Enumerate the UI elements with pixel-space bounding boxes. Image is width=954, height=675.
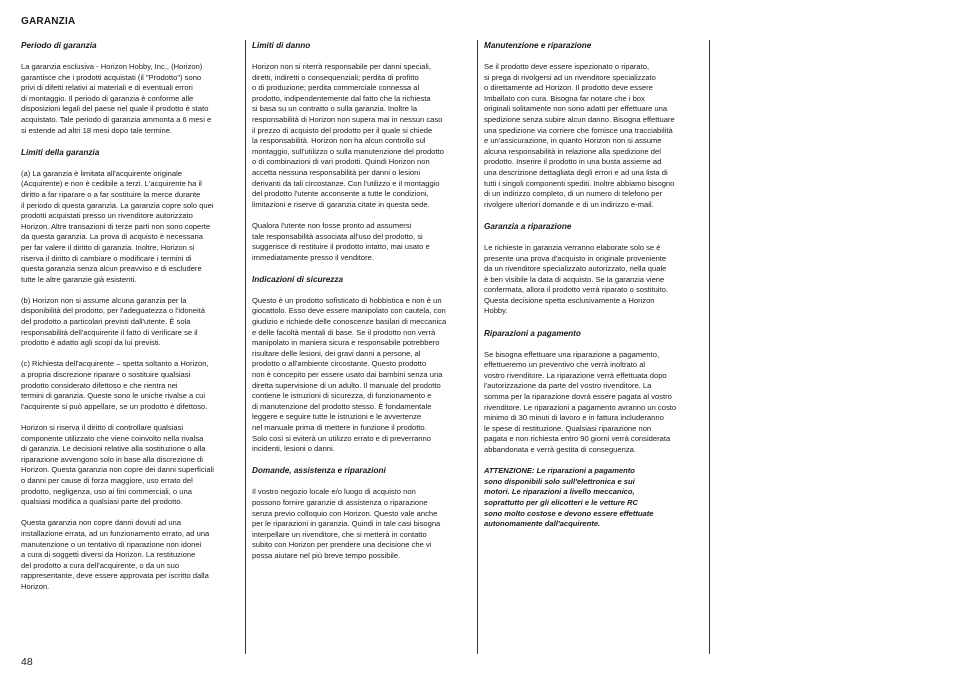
column-right bbox=[484, 40, 706, 530]
section-heading-paid-repairs: Riparazioni a pagamento bbox=[484, 328, 581, 338]
column-divider bbox=[477, 40, 478, 654]
column-divider bbox=[245, 40, 246, 654]
paragraph: Se bisogna effettuare una riparazione a pagamento, effettueremo un preventivo che verrà inoltrato al vostro rivenditore. La riparazione verrà effettuata dopo l'autorizzazione da parte del vostro rivenditore. La somma per la riparazione dovrà essere pagata al vostro rivenditore. Le riparazioni a pagamento avranno un costo minimo di 30 minuti di lavoro e in fattura includeranno le spese di restituzione. Qualsiasi riparazione non pagata e non richiesta entro 90 giorni verrà considerata abbandonata e verrà gestita di conseguenza. bbox=[484, 349, 677, 454]
paragraph: Horizon non si riterrà responsabile per danni speciali, diretti, indiretti o consequenziali; perdita di profitto o di produzione; perdita commerciale connessa al prodotto, indipendentemente dal fatto che la richiesta si basa su un contratto o sulla garanzia. Inoltre la responsabilità di Horizon non supera mai in nessun caso il prezzo di acquisto del prodotto per il quale si chiede la responsabilità. Horizon non ha alcun controllo sul montaggio, sull'utilizzo o sulla manutenzione del prodotto o di combinazioni di vari prodotti. Quindi Horizon non accetta nessuna responsabilità per danni o lesioni derivanti da tali circostanze. Con l'utilizzo e il montaggio del prodotto l'utente acconsente a tutte le condizioni, limitazioni e riserve di garanzia citate in questa sede. bbox=[252, 62, 444, 209]
paragraph: Se il prodotto deve essere ispezionato o riparato, si prega di rivolgersi ad un rivenditore specializzato o direttamente ad Horizon. Il prodotto deve essere Imballato con cura. Bisogna far notare che i box originali solitamente non sono adatti per effettuare una spedizione senza subire alcun danno. Bisogna effettuare una spedizione via corriere che fornisce una tracciabilità e un'assicurazione, in quanto Horizon non si assume alcuna responsabilità in relazione alla spedizione del prodotto. Inserire il prodotto in una busta assieme ad una descrizione dettagliata degli errori e ad una lista di tutti i singoli componenti spediti. Inoltre abbiamo bisogno di un indirizzo completo, di un numero di telefono per rivolgere ulteriori domande e di un indirizzo e-mail. bbox=[484, 62, 675, 209]
paragraph: Le richieste in garanzia verranno elaborate solo se è presente una prova d'acquisto in originale proveniente da un rivenditore specializzato autorizzato, nella quale è ben visibile la data di acquisto. Se la garanzia viene confermata, allora il prodotto verrà riparato o sostituito. Questa decisione spetta esclusivamente a Horizon Hobby. bbox=[484, 242, 669, 316]
paragraph: (b) Horizon non si assume alcuna garanzia per la disponibilità del prodotto, per l'adeguatezza o l'idoneità del prodotto a particolari previsti dall'utente. È sola responsabilità dell'acquirente il fatto di verificare se il prodotto è adatto agli scopi da lui previsti. bbox=[21, 295, 206, 348]
paragraph: Questo è un prodotto sofisticato di hobbistica e non è un giocattolo. Esso deve essere manipolato con cautela, con giudizio e richiede delle conoscenze basilari di meccanica e delle facoltà mentali di base. Se il prodotto non verrà manipolato in maniera sicura e responsabile potrebbero risultare delle lesioni, dei gravi danni a persone, al prodotto o all'ambiente circostante. Questo prodotto non è concepito per essere usato dai bambini senza una diretta supervisione di un adulto. Il manuale del prodotto contiene le istruzioni di sicurezza, di funzionamento e di manutenzione del prodotto stesso. È fondamentale leggere e seguire tutte le istruzioni e le avvertenze nel manuale prima di mettere in funzione il prodotto. Solo così si eviterà un utilizzo errato e di preverranno incidenti, lesioni o danni. bbox=[252, 295, 447, 454]
warning-note: ATTENZIONE: Le riparazioni a pagamento sono disponibili solo sull'elettronica e sui motori. Le riparazioni a livello meccanico, soprattutto per gli elicotteri e le vetture RC sono molto costose e devono essere effettuate autonomamente dall'acquirente. bbox=[484, 466, 654, 529]
section-heading-damage-limits: Limiti di danno bbox=[252, 41, 311, 50]
paragraph: Qualora l'utente non fosse pronto ad assumersi tale responsabilità associata all'uso del prodotto, si suggerisce di restituire il prodotto intatto, mai usato e immediatamente presso il venditore. bbox=[252, 220, 430, 262]
section-heading-questions-service: Domande, assistenza e riparazioni bbox=[252, 466, 386, 476]
section-heading-warranty-repair: Garanzia a riparazione bbox=[484, 221, 572, 231]
page-number: 48 bbox=[21, 656, 33, 668]
paragraph: Il vostro negozio locale e/o luogo di acquisto non possono fornire garanzie di assistenza o riparazione senza previo colloquio con Horizon. Questo vale anche per le riparazioni in garanzia. Quindi in tale casi bisogna interpellare un rivenditore, che si metterà in contatto subito con Horizon per prendere una decisione che vi possa aiutare nel più breve tempo possibile. bbox=[252, 487, 441, 560]
column-middle bbox=[252, 40, 472, 572]
section-heading-safety: Indicazioni di sicurezza bbox=[252, 274, 343, 284]
paragraph: (a) La garanzia è limitata all'acquirente originale (Acquirente) e non è cedibile a terzi. L'acquirente ha il diritto a far riparare o a far sostituire la merce durante il periodo di questa garanzia. La garanzia copre solo quei prodotti acquistati presso un rivenditore autorizzato Horizon. Altre transazioni di terze parti non sono coperte da questa garanzia. La prova di acquisto è necessaria per far valere il diritto di garanzia. Inoltre, Horizon si riserva il diritto di cambiare o modificare i termini di questa garanzia senza alcun preavviso e di escludere tutte le altre garanzie già esistenti. bbox=[21, 168, 214, 284]
column-left bbox=[21, 40, 239, 603]
section-heading-warranty-limits: Limiti della garanzia bbox=[21, 147, 100, 157]
paragraph: Questa garanzia non copre danni dovuti ad una installazione errata, ad un funzionamento errato, ad una manutenzione o un tentativo di riparazione non idonei a cura di soggetti diversi da Horizon. La restituzione del prodotto a cura dell'acquirente, o da un suo rappresentante, deve essere approvata per iscritto dalla Horizon. bbox=[21, 518, 210, 591]
section-heading-warranty-period: Periodo di garanzia bbox=[21, 41, 97, 50]
section-heading-maintenance: Manutenzione e riparazione bbox=[484, 41, 592, 50]
paragraph: (c) Richiesta dell'acquirente – spetta soltanto a Horizon, a propria discrezione riparare o sostituire qualsiasi prodotto considerato difettoso e che rientra nei termini di garanzia. Queste sono le uniche rivalse a cui l'acquirente si può appellare, se un prodotto è difettoso. bbox=[21, 359, 209, 411]
paragraph: Horizon si riserva il diritto di controllare qualsiasi componente utilizzato che viene coinvolto nella rivalsa di garanzia. Le decisioni relative alla sostituzione o alla riparazione avvengono solo in base alla discrezione di Horizon. Questa garanzia non copre dei danni superficiali o danni per cause di forza maggiore, uso errato del prodotto, negligenza, uso ai fini commerciali, o una qualsiasi modifica a qualsiasi parte del prodotto. bbox=[21, 423, 214, 507]
column-divider bbox=[709, 40, 710, 654]
paragraph: La garanzia esclusiva - Horizon Hobby, Inc., (Horizon) garantisce che i prodotti acquistati (il "Prodotto") sono privi di difetti relativi ai materiali e di eventuali errori di montaggio. Il periodo di garanzia è conforme alle disposizioni legali del paese nel quale il prodotto è stato acquistato. Tale periodo di garanzia ammonta a 6 mesi e si estende ad altri 18 mesi dopo tale termine. bbox=[21, 62, 212, 135]
page-title: GARANZIA bbox=[21, 16, 76, 27]
